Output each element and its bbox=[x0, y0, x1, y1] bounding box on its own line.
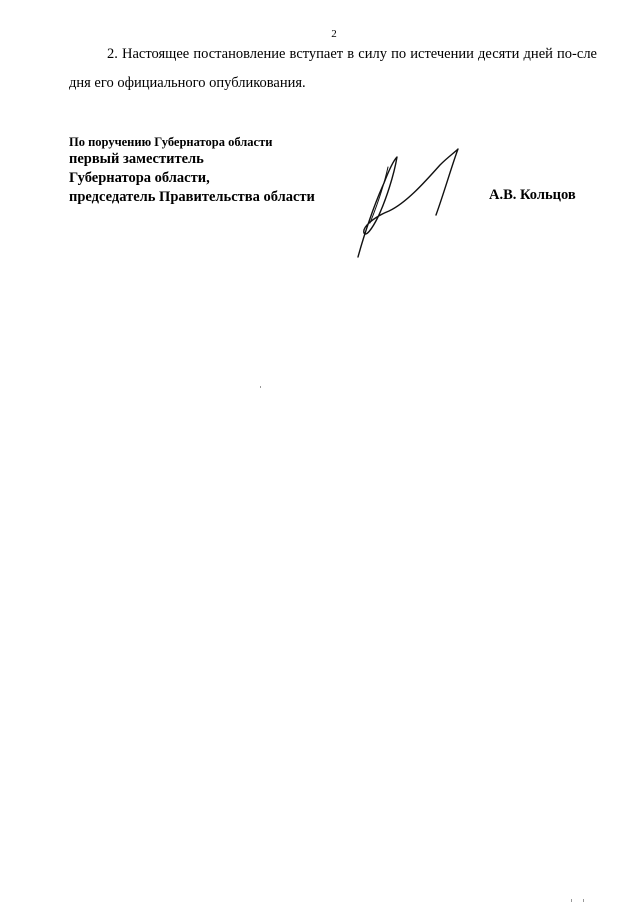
page-number: 2 bbox=[331, 28, 337, 40]
signature-mandate: По поручению Губернатора области bbox=[69, 135, 273, 149]
signatory-title-line: первый заместитель bbox=[69, 151, 204, 167]
signatory-name: А.В. Кольцов bbox=[489, 187, 576, 203]
scan-artifact bbox=[260, 386, 261, 388]
handwritten-signature bbox=[344, 145, 469, 265]
body-paragraph: 2. Настоящее постановление вступает в силу по истечении десяти дней по-сле дня его официального опубликования. bbox=[69, 46, 597, 91]
scan-artifact bbox=[583, 899, 584, 902]
scan-artifact bbox=[571, 899, 572, 902]
signatory-title bbox=[69, 150, 315, 207]
signatory-title-line: Губернатора области, bbox=[69, 170, 210, 186]
signatory-title-line: председатель Правительства области bbox=[69, 189, 315, 205]
